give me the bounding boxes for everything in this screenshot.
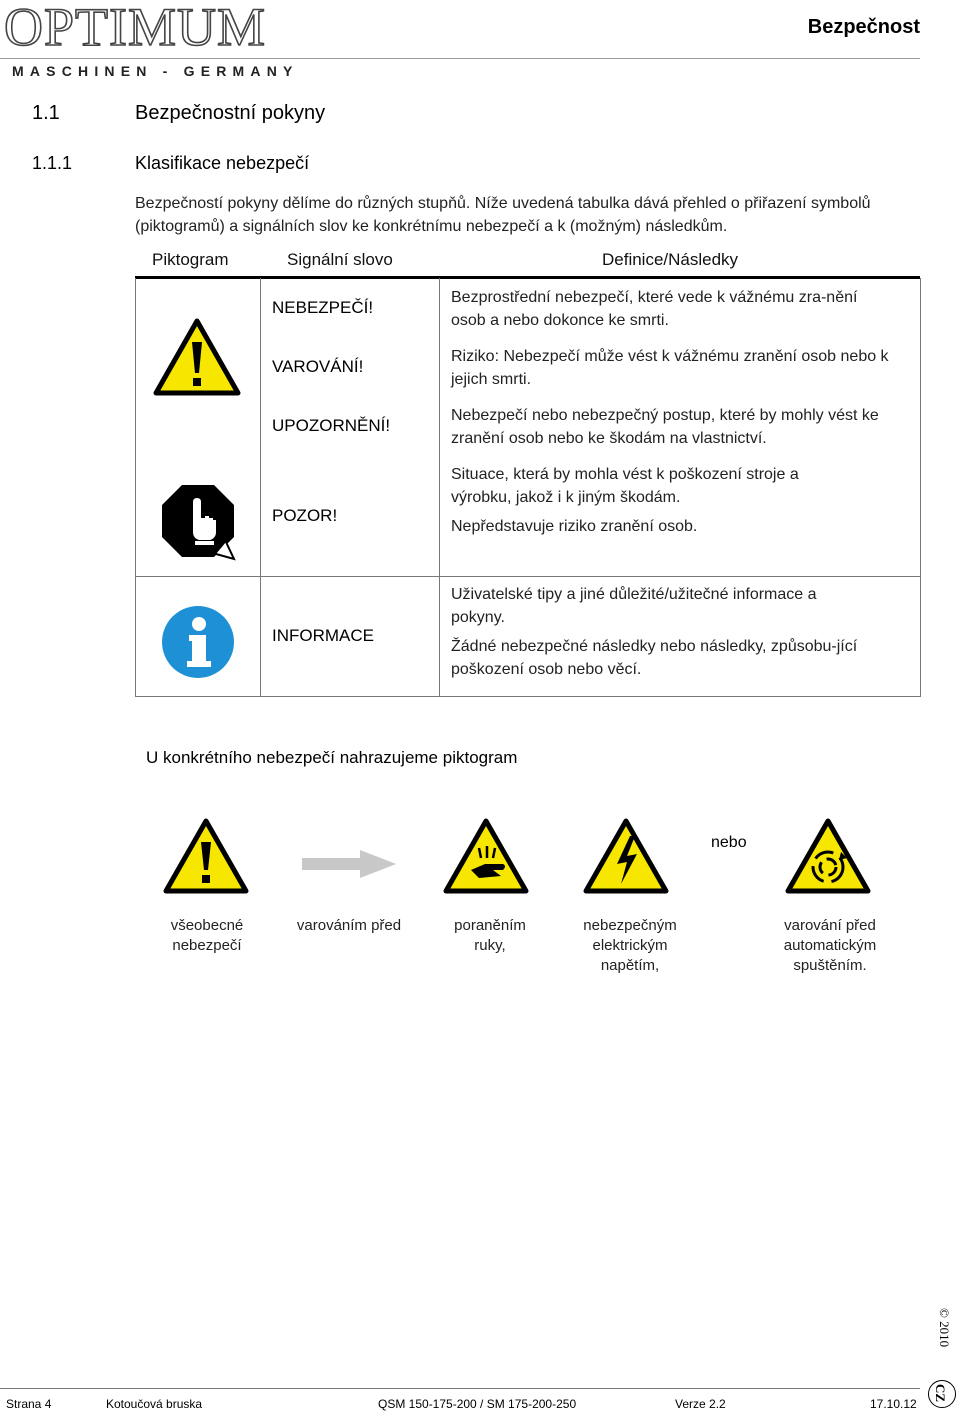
attention-hand-icon [158, 482, 240, 562]
footer-model: QSM 150-175-200 / SM 175-200-250 [378, 1397, 577, 1411]
definition-text: Riziko: Nebezpečí může vést k vážnému zranění osob nebo k jejich smrti. [451, 348, 889, 388]
info-icon [161, 605, 235, 679]
pictogram-label: varováním před [296, 917, 402, 934]
definition-text: Žádné nebezpečné následky nebo následky, způsobu-jící poškození osob nebo věcí. [451, 638, 858, 678]
footer-product: Kotoučová bruska [106, 1397, 203, 1411]
copyright-symbol: © [937, 1308, 952, 1318]
language-code: CZ [933, 1383, 949, 1403]
language-badge [928, 1380, 956, 1408]
definition-text: Bezprostřední nebezpečí, které vede k vážnému zra-nění osob a nebo dokonce ke smrti. [451, 289, 858, 329]
pictogram-label: všeobecné nebezpečí [170, 917, 244, 954]
automatic-start-icon [785, 818, 871, 894]
pictogram-label: nebezpečným elektrickým napětím, [583, 917, 677, 974]
general-danger-icon [163, 818, 249, 894]
intro-paragraph: Bezpečností pokyny dělíme do různých stupňů. Níže uvedená tabulka dává přehled o přiřazení symbolů (piktogramů) a signálních slov ke konkrétnímu nebezpečí a k (možným) následkům. [135, 195, 871, 235]
signal-word: UPOZORNĚNÍ! [272, 416, 391, 435]
subsection-title: Klasifikace nebezpečí [135, 153, 310, 173]
footer-rule [0, 1388, 920, 1389]
general-warning-icon [153, 318, 241, 396]
definition-text: Nepředstavuje riziko zranění osob. [451, 518, 698, 535]
table-header-definition: Definice/Následky [602, 250, 739, 269]
table-header-signal: Signální slovo [287, 250, 393, 269]
hand-injury-icon [443, 818, 529, 894]
signal-word: NEBEZPEČÍ! [272, 298, 374, 317]
electrical-hazard-icon [583, 818, 669, 894]
definition-text: Uživatelské tipy a jiné důležité/užitečné informace a pokyny. [451, 586, 817, 626]
brand-subtitle: MASCHINEN - GERMANY [12, 63, 299, 79]
footer-page: Strana 4 [6, 1397, 52, 1411]
table-header-pictogram: Piktogram [152, 250, 229, 269]
table-row-divider [135, 576, 920, 577]
replace-text: U konkrétního nebezpečí nahrazujeme piktogram [146, 748, 518, 767]
brand-logo: OPTIMUM [4, 0, 267, 57]
signal-word: VAROVÁNÍ! [272, 357, 364, 376]
copyright-year: 2010 [937, 1321, 952, 1348]
header-rule [0, 58, 920, 59]
footer-date: 17.10.12 [870, 1397, 917, 1411]
pictogram-label: varování před automatickým spuštěním. [783, 917, 877, 974]
section-number: 1.1 [32, 102, 60, 124]
definition-text: Situace, která by mohla vést k poškození stroje a výrobku, jakož i k jiným škodám. [451, 466, 799, 506]
pictogram-label: poraněním ruky, [454, 917, 526, 954]
section-title: Bezpečnostní pokyny [135, 102, 326, 124]
signal-word: POZOR! [272, 506, 338, 525]
copyright-mark [928, 1308, 954, 1368]
table-divider [260, 278, 261, 696]
page-section-title: Bezpečnost [807, 16, 920, 38]
arrow-right-icon [302, 848, 398, 880]
footer-version: Verze 2.2 [675, 1397, 726, 1411]
subsection-number: 1.1.1 [32, 153, 73, 173]
or-label: nebo [711, 834, 747, 851]
signal-word: INFORMACE [272, 626, 374, 645]
definition-text: Nebezpečí nebo nebezpečný postup, které by mohly vést ke zranění osob nebo ke škodám na vlastnictví. [451, 407, 879, 447]
table-divider [439, 278, 440, 696]
